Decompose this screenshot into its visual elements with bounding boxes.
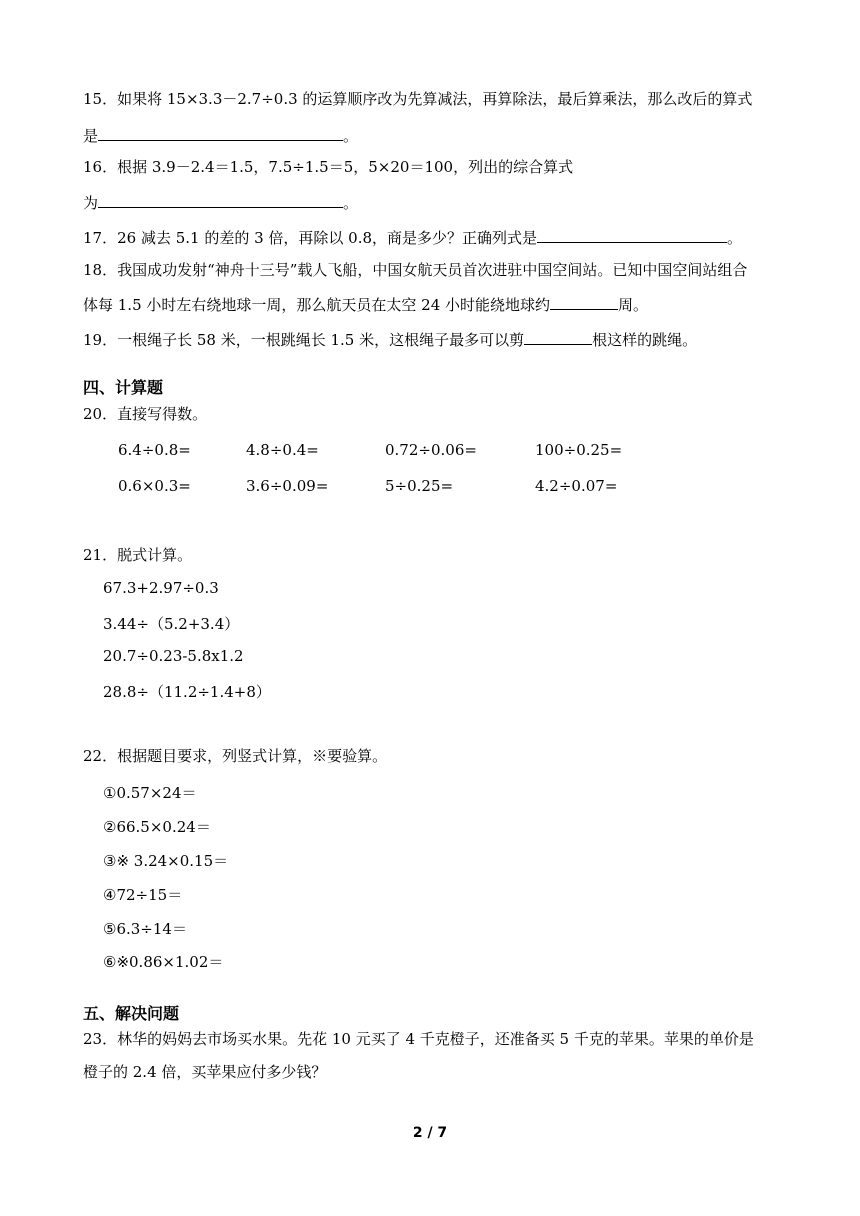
q15-prefix: 是: [83, 127, 99, 145]
q17-suffix: 。: [727, 229, 743, 247]
q15-line1: 15．如果将 15×3.3－2.7÷0.3 的运算顺序改为先算减法，再算除法，最后算乘法，那么改后的算式: [83, 90, 753, 108]
q18-line2: [83, 293, 648, 315]
q20-item: 6.4÷0.8=: [118, 441, 191, 459]
section-4-heading: 四、计算题: [83, 378, 164, 397]
q16-answer-blank[interactable]: [98, 191, 343, 208]
q20-item: 4.8÷0.4=: [246, 441, 319, 459]
q18-line1: 18．我国成功发射“神舟十三号”载人飞船，中国女航天员首次进驻中国空间站。已知中国空间站组合: [83, 261, 748, 279]
q19-suffix: 根这样的跳绳。: [592, 331, 698, 349]
q18-suffix: 周。: [618, 296, 649, 314]
q22-title: 22．根据题目要求，列竖式计算，※要验算。: [83, 747, 388, 765]
q18-prefix: 体每 1.5 小时左右绕地球一周，那么航天员在太空 24 小时能绕地球约: [83, 296, 551, 314]
q20-item: 3.6÷0.09=: [246, 477, 329, 495]
q17-prefix: 17．26 减去 5.1 的差的 3 倍，再除以 0.8，商是多少？正确列式是: [83, 229, 538, 247]
q21-item: 67.3+2.97÷0.3: [103, 579, 219, 597]
q19-prefix: 19．一根绳子长 58 米，一根跳绳长 1.5 米，这根绳子最多可以剪: [83, 331, 525, 349]
q21-title: 21．脱式计算。: [83, 546, 193, 564]
q22-item: ③※ 3.24×0.15＝: [103, 852, 229, 870]
q17-line: [83, 226, 742, 248]
q20-item: 4.2÷0.07=: [535, 477, 618, 495]
q20-item: 0.72÷0.06=: [385, 441, 477, 459]
page-number: 2 / 7: [412, 1125, 448, 1141]
q21-item: 3.44÷（5.2+3.4）: [103, 615, 240, 633]
section-5-heading: 五、解决问题: [83, 1004, 180, 1023]
q16-line2: [83, 191, 358, 213]
q15-suffix: 。: [343, 127, 359, 145]
q23-line1: 23．林华的妈妈去市场买水果。先花 10 元买了 4 千克橙子，还准备买 5 千克的苹果。苹果的单价是: [83, 1030, 754, 1048]
q22-item: ①0.57×24＝: [103, 784, 197, 802]
q15-line2: [83, 124, 358, 146]
q22-item: ④72÷15＝: [103, 886, 183, 904]
q20-item: 0.6×0.3=: [118, 477, 191, 495]
q22-item: ②66.5×0.24＝: [103, 818, 211, 836]
q17-answer-blank[interactable]: [537, 226, 727, 243]
q15-answer-blank[interactable]: [98, 124, 343, 141]
q16-line1: 16．根据 3.9－2.4＝1.5，7.5÷1.5＝5，5×20＝100，列出的综合算式: [83, 158, 574, 176]
q20-item: 100÷0.25=: [535, 441, 623, 459]
q16-suffix: 。: [343, 194, 359, 212]
q19-answer-blank[interactable]: [524, 328, 592, 345]
q16-prefix: 为: [83, 194, 99, 212]
q21-item: 20.7÷0.23-5.8x1.2: [103, 647, 244, 665]
q22-item: ⑥※0.86×1.02＝: [103, 953, 224, 971]
q23-line2: 橙子的 2.4 倍，买苹果应付多少钱？: [83, 1063, 327, 1081]
q21-item: 28.8÷（11.2÷1.4+8）: [103, 683, 271, 701]
q19-line: [83, 328, 697, 350]
q20-item: 5÷0.25=: [385, 477, 454, 495]
q20-title: 20．直接写得数。: [83, 405, 208, 423]
q18-answer-blank[interactable]: [550, 293, 618, 310]
q22-item: ⑤6.3÷14＝: [103, 920, 187, 938]
